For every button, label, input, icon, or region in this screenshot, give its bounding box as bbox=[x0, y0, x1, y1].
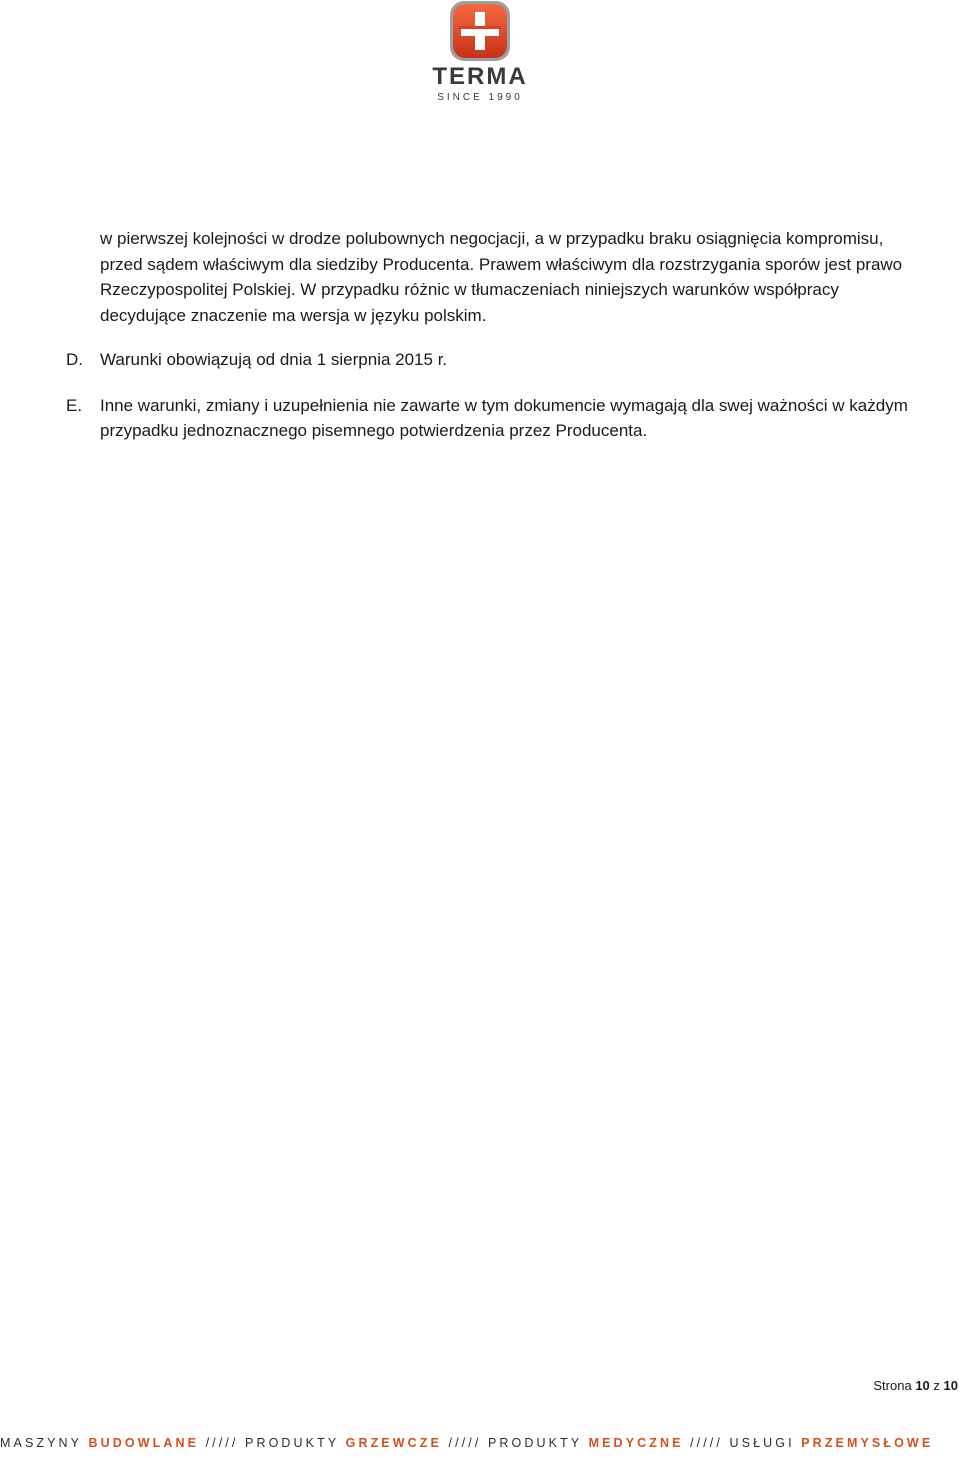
footer-segment-4: GRZEWCZE bbox=[345, 1436, 442, 1450]
footer-segment-2: BUDOWLANE bbox=[88, 1436, 200, 1450]
paragraph-c-continuation: w pierwszej kolejności w drodze polubownych negocjacji, a w przypadku braku osiągnięcia kompromisu, przed sądem właściwym dla siedziby Producenta. Prawem właściwym dla rozstrzygania sporów jest prawo Rzeczypospolitej Polskiej. W przypadku różnic w tłumaczeniach niniejszych warunków współpracy decydujące znaczenie ma wersja w języku polskim. bbox=[100, 229, 903, 325]
footer-segment-8: PRZEMYSŁOWE bbox=[801, 1436, 934, 1450]
footer-segment-7: ///// USŁUGI bbox=[683, 1436, 802, 1450]
footer-tagline bbox=[0, 1436, 960, 1450]
footer-segment-6: MEDYCZNE bbox=[588, 1436, 684, 1450]
logo-wordmark: TERMA bbox=[432, 63, 528, 90]
logo-tagline: SINCE 1990 bbox=[437, 92, 523, 103]
footer-segment-1: MASZYNY bbox=[0, 1436, 89, 1450]
page-label: Strona bbox=[873, 1378, 912, 1393]
terma-logo-icon bbox=[449, 0, 511, 62]
list-marker-d: D. bbox=[66, 350, 83, 369]
list-marker-e: E. bbox=[66, 395, 83, 415]
list-text-e: Inne warunki, zmiany i uzupełnienia nie zawarte w tym dokumencie wymagają dla swej ważności w każdym przypadku jednoznacznego pisemnego potwierdzenia przez Producenta. bbox=[100, 395, 908, 440]
footer-segment-3: ///// PRODUKTY bbox=[199, 1436, 346, 1450]
page-separator: z bbox=[933, 1378, 940, 1393]
list-item-d bbox=[66, 347, 920, 373]
list-item-e bbox=[66, 393, 920, 444]
document-body bbox=[66, 226, 920, 444]
page-current: 10 bbox=[915, 1378, 930, 1393]
company-logo bbox=[418, 0, 542, 108]
page-total: 10 bbox=[943, 1378, 958, 1393]
list-text-d: Warunki obowiązują od dnia 1 sierpnia 2015 r. bbox=[100, 350, 448, 369]
footer-segment-5: ///// PRODUKTY bbox=[441, 1436, 589, 1450]
page-number bbox=[873, 1378, 958, 1393]
